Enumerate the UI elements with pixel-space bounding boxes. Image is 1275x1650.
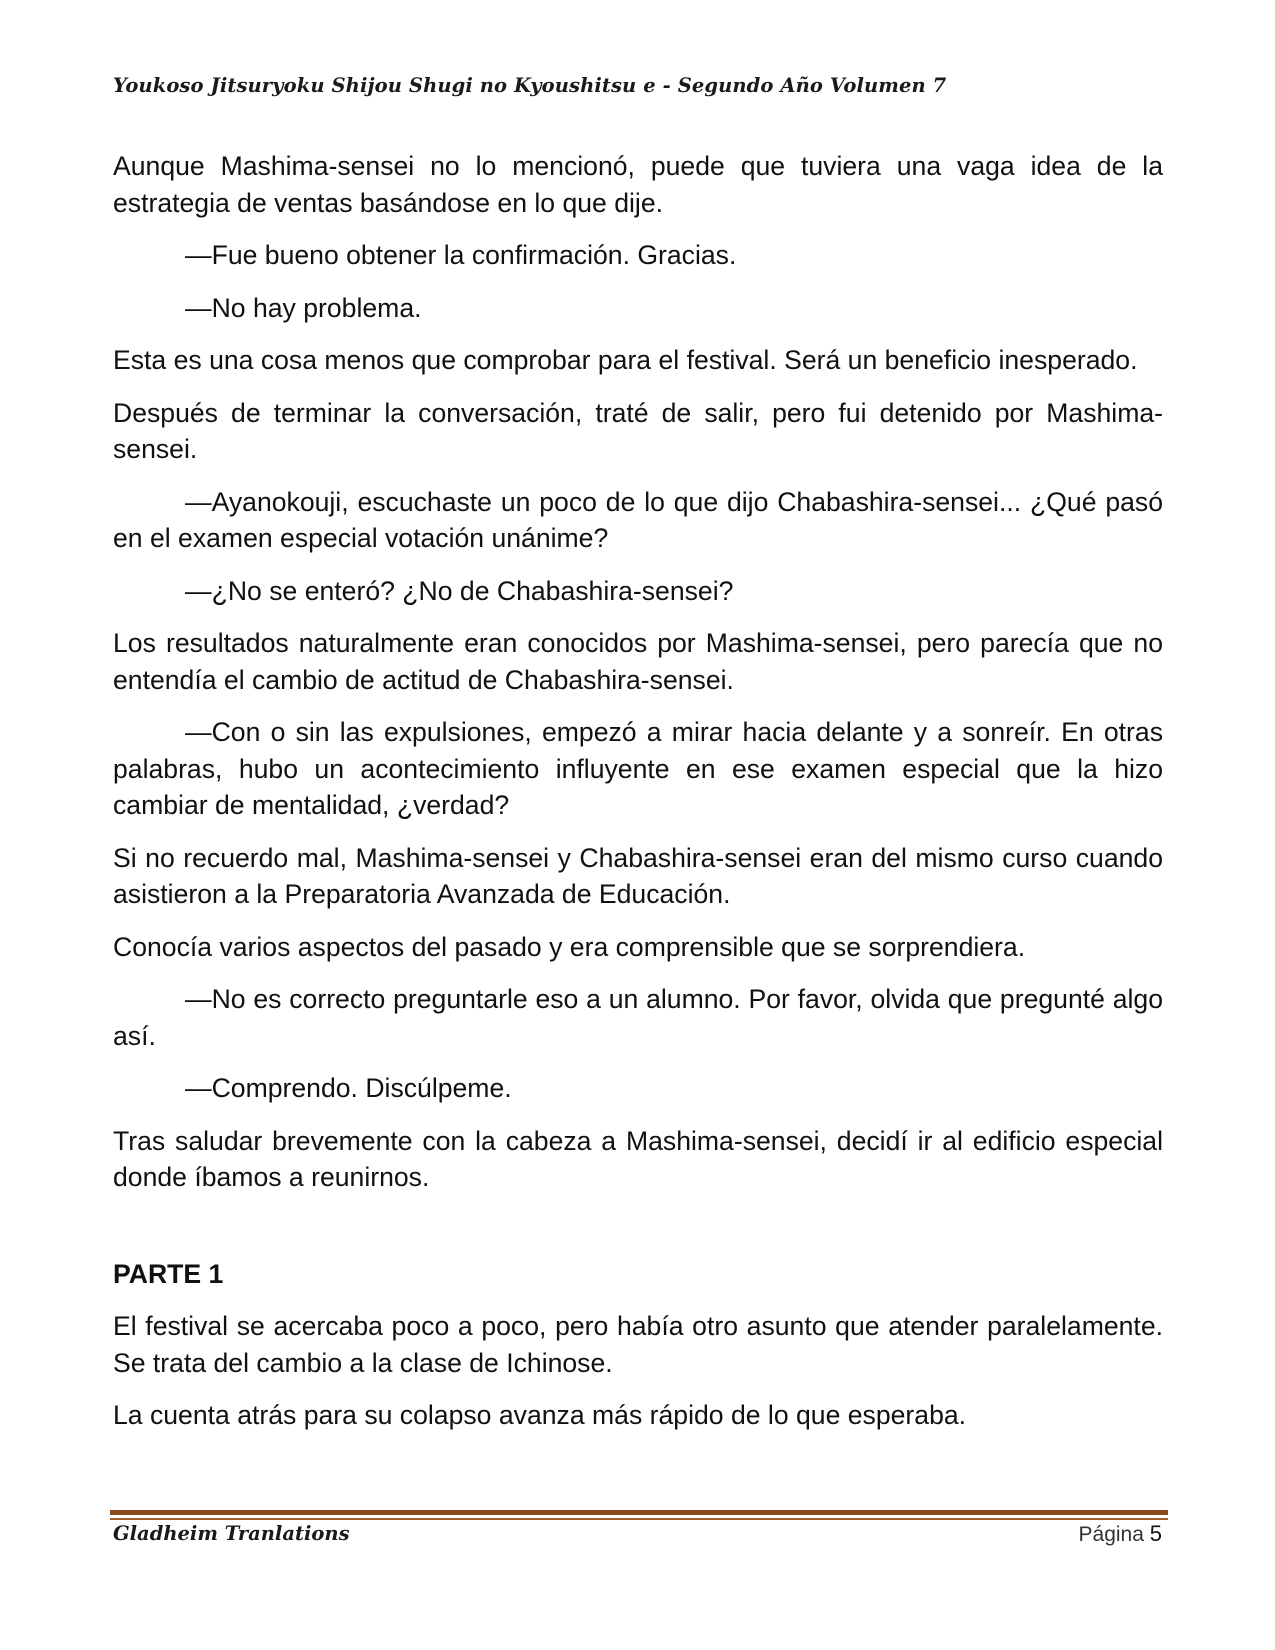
dialogue-line: —Fue bueno obtener la confirmación. Gracias. bbox=[185, 240, 737, 270]
paragraph: Después de terminar la conversación, traté de salir, pero fui detenido por Mashima-sensei. bbox=[113, 397, 1163, 464]
page-label: Página bbox=[1078, 1523, 1144, 1546]
paragraph: El festival se acercaba poco a poco, pero había otro asunto que atender paralelamente. Se trata del cambio a la clase de Ichinose. bbox=[113, 1311, 1163, 1378]
running-header: Youkoso Jitsuryoku Shijou Shugi no Kyoushitsu e - Segundo Año Volumen 7 bbox=[113, 74, 947, 97]
page-number bbox=[1079, 1521, 1162, 1547]
paragraph: Conocía varios aspectos del pasado y era comprensible que se sorprendiera. bbox=[113, 931, 1026, 962]
dialogue-line: —No es correcto preguntarle eso a un alumno. Por favor, olvida que pregunté algo así. bbox=[113, 984, 1163, 1051]
dialogue-line: —No hay problema. bbox=[185, 292, 422, 323]
paragraph: Los resultados naturalmente eran conocidos por Mashima-sensei, pero parecía que no entendía el cambio de actitud de Chabashira-sensei. bbox=[113, 628, 1163, 695]
paragraph: La cuenta atrás para su colapso avanza más rápido de lo que esperaba. bbox=[113, 1400, 967, 1430]
footer-rule bbox=[110, 1510, 1168, 1515]
footer-publisher: Gladheim Tranlations bbox=[113, 1522, 350, 1545]
dialogue-line: —Con o sin las expulsiones, empezó a mirar hacia delante y a sonreír. En otras palabras, hubo un acontecimiento influyente en ese examen especial que la hizo cambiar de mentalidad, ¿verdad? bbox=[113, 717, 1163, 820]
footer-rule-thin bbox=[110, 1518, 1168, 1520]
section-heading: PARTE 1 bbox=[113, 1258, 224, 1289]
paragraph: Si no recuerdo mal, Mashima-sensei y Chabashira-sensei eran del mismo curso cuando asistieron a la Preparatoria Avanzada de Educación. bbox=[113, 842, 1163, 909]
dialogue-line: —¿No se enteró? ¿No de Chabashira-sensei? bbox=[185, 575, 734, 606]
body-text bbox=[113, 148, 1163, 1434]
paragraph: Esta es una cosa menos que comprobar para el festival. Será un beneficio inesperado. bbox=[113, 345, 1138, 375]
dialogue-line: —Comprendo. Discúlpeme. bbox=[185, 1073, 512, 1103]
page-number-value: 5 bbox=[1149, 1521, 1162, 1546]
paragraph: Aunque Mashima-sensei no lo mencionó, puede que tuviera una vaga idea de la estrategia de ventas basándose en lo que dije. bbox=[113, 151, 1163, 218]
dialogue-line: —Ayanokouji, escuchaste un poco de lo que dijo Chabashira-sensei... ¿Qué pasó en el examen especial votación unánime? bbox=[113, 486, 1163, 553]
paragraph: Tras saludar brevemente con la cabeza a Mashima-sensei, decidí ir al edificio especial donde íbamos a reunirnos. bbox=[113, 1125, 1163, 1192]
